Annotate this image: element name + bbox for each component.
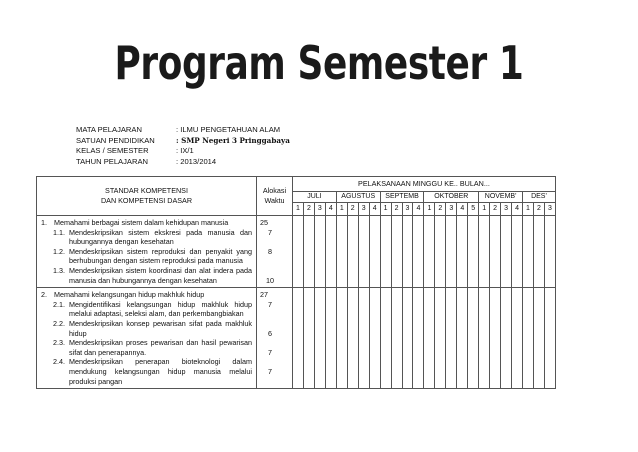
sub-text <box>69 338 252 357</box>
hours-value: 10 <box>266 275 274 285</box>
month-header: OKTOBER <box>424 191 479 202</box>
meta-subject <box>76 125 290 136</box>
sub-number: 2.3. <box>53 338 65 348</box>
sub-line: Mendeskripsikan sistem reproduksi dan penyakit <box>69 246 233 256</box>
sub-number: 2.2. <box>53 318 65 328</box>
week-number-header: 3 <box>314 202 325 215</box>
week-number-header: 3 <box>402 202 413 215</box>
month-header: AGUSTUS <box>336 191 380 202</box>
week-number-header: 1 <box>523 202 534 215</box>
sub-line: Mendeskripsikan penerapan bioteknologi dalam <box>69 357 252 367</box>
item-text: Memahami berbagai sistem dalam kehidupan manusia <box>54 218 229 227</box>
hours-value: 7 <box>268 227 272 237</box>
month-header: DES' <box>523 191 556 202</box>
sub-text <box>69 247 252 266</box>
sub-line: makhluk hidup <box>69 318 253 338</box>
meta-key: TAHUN PELAJARAN <box>76 156 149 166</box>
hours-value: 7 <box>268 347 272 357</box>
meta-value: : IX/1 <box>176 146 194 156</box>
sub-text <box>69 357 252 386</box>
sub-line: Mendeskripsikan sistem ekskresi pada manusia dan <box>69 227 252 237</box>
week-number-header: 2 <box>435 202 446 215</box>
sub-text <box>69 300 252 319</box>
hours-value: 25 <box>260 218 268 227</box>
meta-value: : 2013/2014 <box>176 156 217 166</box>
hours-value: 7 <box>268 366 272 376</box>
meta-key: KELAS / SEMESTER <box>76 146 149 156</box>
sub-line: Mengidentifikasi kelangsungan hidup makhluk <box>69 299 229 309</box>
sub-text <box>69 228 252 247</box>
week-number-header: 2 <box>533 202 544 215</box>
sub-line: Mendeskripsikan proses pewarisan dan hasil <box>69 338 217 348</box>
sub-line: hidup melalui adaptasi, seleksi alam, dan <box>69 299 253 319</box>
basic-competency <box>53 266 252 285</box>
week-number-header: 4 <box>512 202 523 215</box>
sub-line: manusia <box>215 256 243 266</box>
header-schedule: PELAKSANAAN MINGGU KE.. BULAN... <box>293 177 556 192</box>
week-number-header: 3 <box>501 202 512 215</box>
sub-line: pewarisan sifat dan penerapannya. <box>69 338 253 357</box>
week-number-header: 2 <box>490 202 501 215</box>
sub-line: hubungannya dengan kesehatan <box>69 237 174 247</box>
sub-line: produksi pangan <box>69 376 123 386</box>
basic-competency <box>53 247 252 266</box>
sub-line: yang berhubungan dengan sistem reproduksi pada <box>69 246 252 266</box>
hours-value: 6 <box>268 328 272 338</box>
header-competency-line: STANDAR KOMPETENSI <box>105 186 188 195</box>
sub-line: mendukung kelangsungan hidup manusia melalui <box>69 366 252 376</box>
meta-school <box>76 136 290 147</box>
sub-line: kesehatan <box>183 275 217 285</box>
week-number-header: 3 <box>358 202 369 215</box>
basic-competency <box>53 357 252 386</box>
document-meta <box>76 125 290 167</box>
allocation-cell <box>257 216 293 288</box>
meta-key: SATUAN PENDIDIKAN <box>76 135 155 145</box>
week-number-header: 4 <box>325 202 336 215</box>
sub-number: 2.4. <box>53 357 65 367</box>
hours-value: 7 <box>268 299 272 309</box>
week-number-header: 2 <box>303 202 314 215</box>
sub-line: pada manusia dan hubungannya dengan <box>69 265 252 285</box>
hours-value: 8 <box>268 246 272 256</box>
sub-line: Mendeskripsikan sistem koordinasi dan alat indera <box>69 265 234 275</box>
week-number-header: 1 <box>380 202 391 215</box>
week-number-header: 1 <box>336 202 347 215</box>
basic-competency <box>53 319 252 338</box>
sub-number: 1.2. <box>53 246 65 256</box>
table-row <box>37 216 600 288</box>
sub-line: Mendeskripsikan konsep pewarisan sifat pada <box>69 318 222 328</box>
week-number-header: 4 <box>413 202 424 215</box>
meta-year <box>76 157 290 168</box>
competency-cell <box>37 216 257 288</box>
week-number-header: 5 <box>468 202 479 215</box>
page-title: Program Semester 1 <box>114 36 524 90</box>
sub-line: perkembangbiakan <box>182 309 244 319</box>
week-number-header: 4 <box>457 202 468 215</box>
hours-value: 27 <box>260 290 268 300</box>
week-number-header: 3 <box>544 202 555 215</box>
sub-text <box>69 266 252 285</box>
header-allocation-line: Alokasi <box>262 186 287 195</box>
basic-competency <box>53 338 252 357</box>
competency-cell <box>37 288 257 389</box>
week-number-header: 1 <box>293 202 304 215</box>
month-header: SEPTEMB <box>380 191 424 202</box>
sub-number: 2.1. <box>53 299 65 309</box>
header-allocation-line: Waktu <box>264 196 285 205</box>
month-header: NOVEMB' <box>479 191 523 202</box>
item-text: Memahami kelangsungan hidup makhluk hidup <box>54 290 205 300</box>
header-competency <box>37 177 257 216</box>
basic-competency <box>53 300 252 319</box>
item-number: 1. <box>41 218 47 227</box>
week-number-header: 2 <box>347 202 358 215</box>
sub-number: 1.3. <box>53 265 65 275</box>
program-table <box>36 176 600 389</box>
allocation-cell <box>257 288 293 389</box>
basic-competency <box>53 228 252 247</box>
header-allocation <box>257 177 293 216</box>
sub-number: 1.1. <box>53 227 65 237</box>
meta-value: : ILMU PENGETAHUAN ALAM <box>176 125 281 134</box>
meta-value: : SMP Negeri 3 Pringgabaya <box>176 135 290 145</box>
week-number-header: 3 <box>446 202 457 215</box>
month-header: JULI <box>293 191 337 202</box>
competency-standard <box>41 290 252 300</box>
meta-key: MATA PELAJARAN <box>76 125 142 134</box>
meta-class <box>76 146 290 157</box>
item-number: 2. <box>41 290 47 300</box>
table-row <box>37 288 600 389</box>
week-number-header: 1 <box>424 202 435 215</box>
week-number-header: 4 <box>369 202 380 215</box>
week-number-header: 2 <box>391 202 402 215</box>
week-number-header: 1 <box>479 202 490 215</box>
header-competency-line: DAN KOMPETENSI DASAR <box>100 196 193 205</box>
competency-standard <box>41 218 252 228</box>
sub-text <box>69 319 252 338</box>
